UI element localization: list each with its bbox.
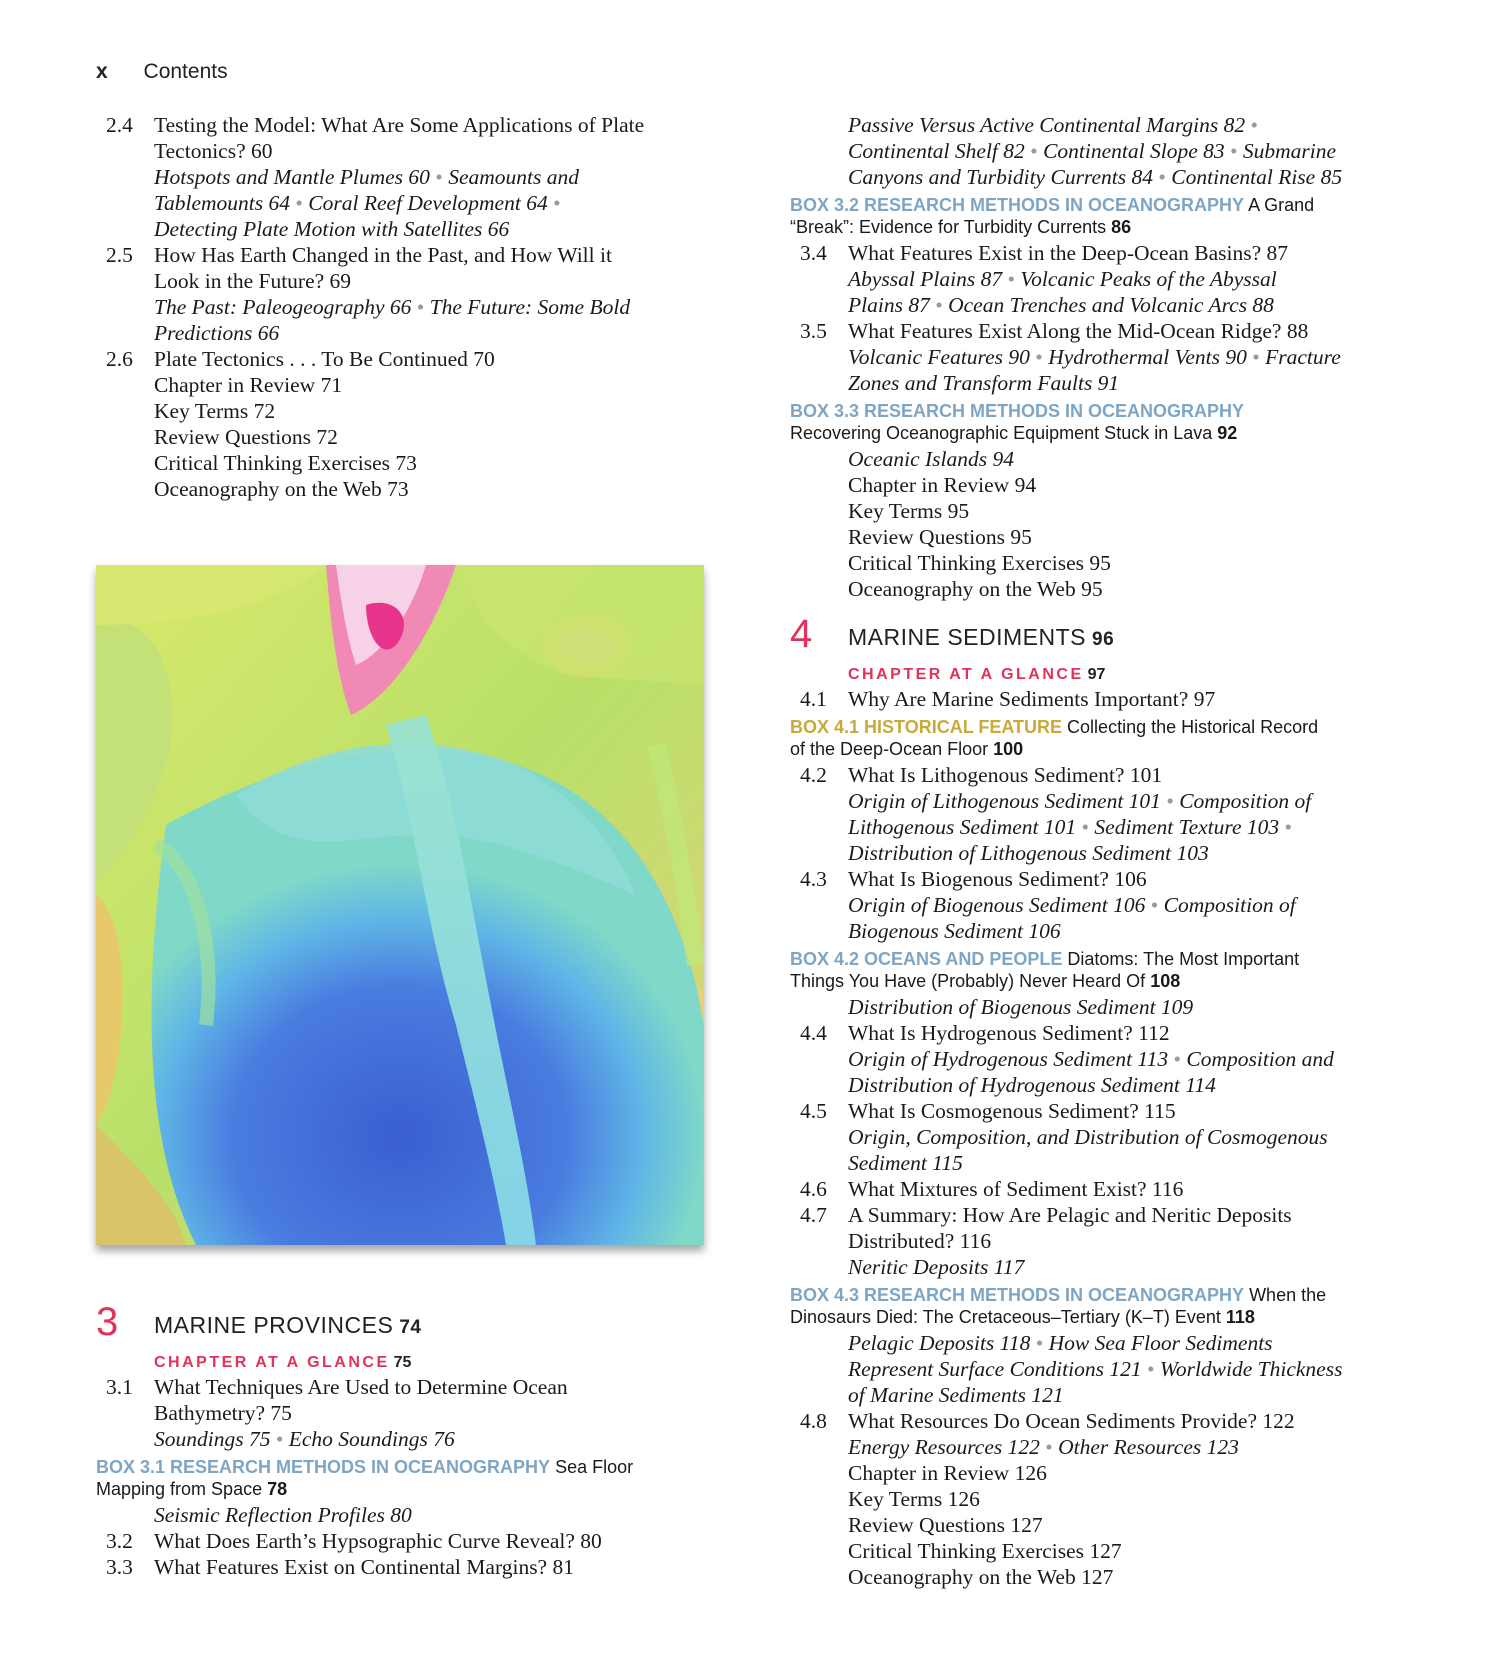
section-title: What Is Hydrogenous Sediment? 112 bbox=[848, 1021, 1170, 1045]
subsection-title: Seamounts and bbox=[448, 165, 579, 189]
section-number: 2.6 bbox=[106, 347, 133, 371]
chapter-title[interactable]: MARINE SEDIMENTS 96 bbox=[848, 624, 1115, 650]
section-number: 2.4 bbox=[106, 113, 133, 137]
bullet-separator: • bbox=[1076, 815, 1095, 839]
chapter-page: 74 bbox=[399, 1317, 422, 1338]
section-title: How Has Earth Changed in the Past, and How Will it bbox=[154, 243, 612, 267]
subsection-title: Fracture bbox=[1265, 345, 1341, 369]
subsection-title: How Sea Floor Sediments bbox=[1048, 1331, 1273, 1355]
subsection-title: Tablemounts 64 bbox=[154, 191, 290, 215]
subsection-title: Energy Resources 122 bbox=[848, 1435, 1040, 1459]
subsection-title: Ocean Trenches and Volcanic Arcs 88 bbox=[948, 293, 1274, 317]
subsection-title: Composition of bbox=[1163, 893, 1296, 917]
section-title: A Summary: How Are Pelagic and Neritic Deposits bbox=[848, 1203, 1292, 1227]
subsection-title: Origin, Composition, and Distribution of Cosmogenous bbox=[848, 1125, 1328, 1149]
box-label: BOX 4.2 OCEANS AND PEOPLE bbox=[790, 949, 1063, 969]
bullet-separator: • bbox=[1279, 815, 1293, 839]
bullet-separator: • bbox=[429, 165, 449, 189]
subsection-title: Zones and Transform Faults 91 bbox=[848, 371, 1120, 395]
subsection-title: Oceanic Islands 94 bbox=[848, 447, 1014, 471]
subsection-title: Soundings 75 bbox=[154, 1427, 271, 1451]
toc-entry-line[interactable]: Key Terms 126 bbox=[848, 1487, 980, 1511]
subsection-title: Hydrothermal Vents 90 bbox=[1048, 345, 1247, 369]
toc-entry[interactable] bbox=[790, 762, 1402, 788]
toc-subsection-line[interactable] bbox=[790, 892, 1402, 918]
bullet-separator: • bbox=[1141, 1357, 1160, 1381]
bullet-separator: • bbox=[1153, 165, 1172, 189]
toc-list-ch3 bbox=[96, 1374, 716, 1580]
bullet-separator: • bbox=[1029, 345, 1049, 369]
toc-entry[interactable] bbox=[790, 318, 1402, 344]
subsection-title: Volcanic Features 90 bbox=[848, 345, 1030, 369]
section-title: What Is Biogenous Sediment? 106 bbox=[848, 867, 1147, 891]
box-title: A Grand bbox=[1244, 195, 1315, 215]
toc-subsection-line[interactable] bbox=[96, 1426, 716, 1452]
toc-entry-line[interactable]: Key Terms 95 bbox=[848, 499, 970, 523]
toc-entry-line[interactable]: Review Questions 127 bbox=[848, 1513, 1043, 1537]
toc-subsection-line[interactable] bbox=[790, 814, 1402, 840]
subsection-title: Continental Slope 83 bbox=[1043, 139, 1225, 163]
toc-entry-line[interactable]: Chapter in Review 126 bbox=[848, 1461, 1047, 1485]
section-number: 4.6 bbox=[800, 1177, 827, 1201]
toc-entry[interactable] bbox=[790, 686, 1402, 712]
subsection-title: Distribution of Hydrogenous Sediment 114 bbox=[848, 1073, 1216, 1097]
feature-box-entry[interactable] bbox=[96, 1456, 716, 1500]
chapter-at-a-glance[interactable]: CHAPTER AT A GLANCE 75 bbox=[154, 1354, 412, 1371]
subsection-title: Composition of bbox=[1179, 789, 1312, 813]
box-page: 78 bbox=[262, 1479, 288, 1499]
box-title-cont: Recovering Oceanographic Equipment Stuck in Lava bbox=[790, 423, 1213, 443]
toc-entry[interactable] bbox=[96, 1374, 716, 1400]
box-title-cont: Things You Have (Probably) Never Heard Of bbox=[790, 971, 1146, 991]
section-number: 4.4 bbox=[800, 1021, 827, 1045]
toc-subsection-line[interactable] bbox=[790, 994, 1402, 1020]
chapter-page: 96 bbox=[1092, 629, 1115, 650]
section-number: 3.5 bbox=[800, 319, 827, 343]
bullet-separator: • bbox=[547, 191, 561, 215]
box-label: BOX 3.1 RESEARCH METHODS IN OCEANOGRAPHY bbox=[96, 1457, 551, 1477]
toc-subsection-line[interactable] bbox=[790, 1356, 1402, 1382]
section-number: 3.3 bbox=[106, 1555, 133, 1579]
toc-subsection-line[interactable] bbox=[96, 164, 716, 190]
chapter-heading bbox=[790, 612, 1402, 664]
section-number: 4.5 bbox=[800, 1099, 827, 1123]
toc-subsection-line[interactable] bbox=[790, 1150, 1402, 1176]
section-title: What Features Exist Along the Mid-Ocean Ridge? 88 bbox=[848, 319, 1309, 343]
toc-right-column bbox=[790, 112, 1402, 1590]
toc-entry-line[interactable]: Oceanography on the Web 127 bbox=[848, 1565, 1114, 1589]
toc-entry-line[interactable]: Oceanography on the Web 95 bbox=[848, 577, 1103, 601]
toc-subsection-line[interactable] bbox=[790, 1254, 1402, 1280]
subsection-title: Distribution of Lithogenous Sediment 103 bbox=[848, 841, 1209, 865]
toc-subsection-line[interactable] bbox=[96, 216, 716, 242]
box-title-cont: “Break”: Evidence for Turbidity Currents bbox=[790, 217, 1107, 237]
toc-left-column bbox=[96, 112, 716, 502]
box-title: When the bbox=[1244, 1285, 1327, 1305]
toc-entry-line[interactable]: Critical Thinking Exercises 73 bbox=[154, 451, 417, 475]
running-title: Contents bbox=[143, 60, 228, 83]
toc-subsection-line[interactable] bbox=[790, 1124, 1402, 1150]
subsection-title: Volcanic Peaks of the Abyssal bbox=[1020, 267, 1277, 291]
toc-entry[interactable] bbox=[96, 242, 716, 268]
chapter-heading bbox=[96, 1300, 716, 1352]
subsection-title: Detecting Plate Motion with Satellites 66 bbox=[154, 217, 510, 241]
bullet-separator: • bbox=[270, 1427, 289, 1451]
section-title: What Is Cosmogenous Sediment? 115 bbox=[848, 1099, 1176, 1123]
toc-entry[interactable] bbox=[96, 1554, 716, 1580]
toc-entry[interactable] bbox=[790, 1202, 1402, 1228]
bullet-separator: • bbox=[1246, 345, 1266, 369]
toc-subsection-line[interactable] bbox=[790, 112, 1402, 138]
section-title: Why Are Marine Sediments Important? 97 bbox=[848, 687, 1216, 711]
subsection-title: Biogenous Sediment 106 bbox=[848, 919, 1061, 943]
section-title: What Is Lithogenous Sediment? 101 bbox=[848, 763, 1163, 787]
toc-section-ch2-end bbox=[96, 112, 716, 502]
box-page: 100 bbox=[988, 739, 1024, 759]
box-page: 92 bbox=[1212, 423, 1238, 443]
bullet-separator: • bbox=[1030, 1331, 1049, 1355]
bathymetry-map bbox=[96, 565, 704, 1245]
section-title: Testing the Model: What Are Some Applications of Plate bbox=[154, 113, 645, 137]
subsection-title: Passive Versus Active Continental Margins 82 bbox=[848, 113, 1246, 137]
toc-subsection-line[interactable] bbox=[790, 1046, 1402, 1072]
subsection-title: Submarine bbox=[1242, 139, 1337, 163]
toc-list-ch4 bbox=[790, 686, 1402, 1590]
subsection-title: Lithogenous Sediment 101 bbox=[848, 815, 1077, 839]
toc-subsection-line[interactable] bbox=[790, 370, 1402, 396]
bullet-separator: • bbox=[929, 293, 949, 317]
toc-subsection-line[interactable] bbox=[790, 918, 1402, 944]
running-head bbox=[96, 60, 228, 84]
toc-section-ch3 bbox=[96, 1300, 716, 1580]
toc-entry[interactable] bbox=[790, 866, 1402, 892]
box-title-cont: Dinosaurs Died: The Cretaceous–Tertiary (K–T) Event bbox=[790, 1307, 1221, 1327]
toc-subsection-line[interactable] bbox=[96, 294, 716, 320]
toc-subsection-line[interactable] bbox=[790, 446, 1402, 472]
bullet-separator: • bbox=[1168, 1047, 1187, 1071]
subsection-title: Coral Reef Development 64 bbox=[308, 191, 548, 215]
toc-entry-line[interactable]: Chapter in Review 94 bbox=[848, 473, 1037, 497]
bullet-separator: • bbox=[411, 295, 430, 319]
bullet-separator: • bbox=[1224, 139, 1243, 163]
toc-entry[interactable] bbox=[790, 1020, 1402, 1046]
toc-entry-line[interactable]: Key Terms 72 bbox=[154, 399, 276, 423]
toc-subsection-line[interactable] bbox=[96, 190, 716, 216]
subsection-title: Sediment Texture 103 bbox=[1094, 815, 1280, 839]
section-number: 3.4 bbox=[800, 241, 827, 265]
toc-entry-line[interactable]: Review Questions 72 bbox=[154, 425, 338, 449]
section-title: What Features Exist in the Deep-Ocean Basins? 87 bbox=[848, 241, 1289, 265]
toc-subsection-line[interactable] bbox=[790, 1330, 1402, 1356]
feature-box-entry[interactable] bbox=[790, 1284, 1402, 1328]
subsection-title: Predictions 66 bbox=[154, 321, 280, 345]
toc-list-ch3-cont bbox=[790, 112, 1402, 602]
section-number: 2.5 bbox=[106, 243, 133, 267]
chapter-number: 4 bbox=[790, 612, 813, 656]
section-number: 4.7 bbox=[800, 1203, 827, 1227]
toc-subsection-line[interactable] bbox=[790, 138, 1402, 164]
box-title: Sea Floor bbox=[550, 1457, 634, 1477]
box-label: BOX 4.1 HISTORICAL FEATURE bbox=[790, 717, 1063, 737]
box-title-cont: Mapping from Space bbox=[96, 1479, 263, 1499]
section-number: 4.1 bbox=[800, 687, 827, 711]
toc-subsection-line[interactable] bbox=[790, 1072, 1402, 1098]
toc-entry[interactable] bbox=[96, 1528, 716, 1554]
subsection-title: Plains 87 bbox=[848, 293, 930, 317]
section-number: 4.2 bbox=[800, 763, 827, 787]
bullet-separator: • bbox=[1002, 267, 1021, 291]
page-number: x bbox=[96, 60, 108, 83]
box-title: Collecting the Historical Record bbox=[1062, 717, 1319, 737]
toc-entry-line[interactable]: Review Questions 95 bbox=[848, 525, 1032, 549]
box-page: 108 bbox=[1145, 971, 1181, 991]
toc-entry[interactable] bbox=[790, 1176, 1402, 1202]
toc-subsection-line[interactable] bbox=[790, 344, 1402, 370]
feature-box-entry[interactable] bbox=[790, 194, 1402, 238]
subsection-title: Pelagic Deposits 118 bbox=[848, 1331, 1031, 1355]
subsection-title: The Past: Paleogeography 66 bbox=[154, 295, 412, 319]
feature-box-entry[interactable] bbox=[790, 716, 1402, 760]
toc-entry-line[interactable]: Tectonics? 60 bbox=[154, 139, 273, 163]
bullet-separator: • bbox=[1160, 789, 1180, 813]
subsection-title: Origin of Lithogenous Sediment 101 bbox=[848, 789, 1161, 813]
toc-entry-line[interactable]: Look in the Future? 69 bbox=[154, 269, 352, 293]
bullet-separator: • bbox=[290, 191, 309, 215]
toc-entry-line[interactable]: Critical Thinking Exercises 127 bbox=[848, 1539, 1122, 1563]
feature-box-entry[interactable] bbox=[790, 948, 1402, 992]
subsection-title: Distribution of Biogenous Sediment 109 bbox=[848, 995, 1194, 1019]
toc-entry-line[interactable]: Distributed? 116 bbox=[848, 1229, 992, 1253]
box-page: 118 bbox=[1220, 1307, 1255, 1327]
feature-box-entry[interactable] bbox=[790, 400, 1402, 444]
box-label: BOX 3.2 RESEARCH METHODS IN OCEANOGRAPHY bbox=[790, 195, 1245, 215]
toc-subsection-line[interactable] bbox=[96, 1502, 716, 1528]
toc-subsection-line[interactable] bbox=[790, 164, 1402, 190]
toc-entry[interactable] bbox=[96, 112, 716, 138]
subsection-title: Continental Rise 85 bbox=[1171, 165, 1343, 189]
chapter-number: 3 bbox=[96, 1300, 119, 1344]
subsection-title: Canyons and Turbidity Currents 84 bbox=[848, 165, 1154, 189]
bullet-separator: • bbox=[1039, 1435, 1059, 1459]
box-title-cont: of the Deep-Ocean Floor bbox=[790, 739, 989, 759]
subsection-title: Neritic Deposits 117 bbox=[848, 1255, 1025, 1279]
subsection-title: Hotspots and Mantle Plumes 60 bbox=[154, 165, 430, 189]
bullet-separator: • bbox=[1145, 893, 1164, 917]
chapter-title[interactable]: MARINE PROVINCES 74 bbox=[154, 1312, 422, 1338]
box-title: Diatoms: The Most Important bbox=[1062, 949, 1300, 969]
toc-subsection-line[interactable] bbox=[790, 292, 1402, 318]
bullet-separator: • bbox=[1245, 113, 1259, 137]
toc-subsection-line[interactable] bbox=[790, 788, 1402, 814]
toc-entry[interactable] bbox=[790, 1098, 1402, 1124]
box-label: BOX 3.3 RESEARCH METHODS IN OCEANOGRAPHY bbox=[790, 401, 1245, 421]
subsection-title: of Marine Sediments 121 bbox=[848, 1383, 1064, 1407]
toc-entry[interactable] bbox=[96, 346, 716, 372]
box-label: BOX 4.3 RESEARCH METHODS IN OCEANOGRAPHY bbox=[790, 1285, 1245, 1305]
toc-subsection-line[interactable] bbox=[96, 320, 716, 346]
toc-subsection-line[interactable] bbox=[790, 266, 1402, 292]
toc-entry[interactable] bbox=[790, 240, 1402, 266]
toc-entry-line[interactable]: Critical Thinking Exercises 95 bbox=[848, 551, 1111, 575]
section-title: What Features Exist on Continental Margins? 81 bbox=[154, 1555, 574, 1579]
section-title: What Techniques Are Used to Determine Ocean bbox=[154, 1375, 568, 1399]
ocean-floor-map-image bbox=[96, 565, 704, 1245]
toc-entry[interactable] bbox=[790, 1408, 1402, 1434]
subsection-title: The Future: Some Bold bbox=[429, 295, 631, 319]
section-number: 4.3 bbox=[800, 867, 827, 891]
toc-entry-line[interactable]: Chapter in Review 71 bbox=[154, 373, 343, 397]
subsection-title: Continental Shelf 82 bbox=[848, 139, 1025, 163]
subsection-title: Seismic Reflection Profiles 80 bbox=[154, 1503, 412, 1527]
section-number: 3.2 bbox=[106, 1529, 133, 1553]
bullet-separator: • bbox=[1024, 139, 1044, 163]
section-title: Plate Tectonics . . . To Be Continued 70 bbox=[154, 347, 495, 371]
toc-subsection-line[interactable] bbox=[790, 840, 1402, 866]
subsection-title: Composition and bbox=[1186, 1047, 1334, 1071]
subsection-title: Echo Soundings 76 bbox=[288, 1427, 455, 1451]
subsection-title: Other Resources 123 bbox=[1058, 1435, 1239, 1459]
chapter-at-a-glance[interactable]: CHAPTER AT A GLANCE 97 bbox=[848, 666, 1106, 683]
section-title: What Does Earth’s Hypsographic Curve Reveal? 80 bbox=[154, 1529, 602, 1553]
toc-entry-line[interactable]: Bathymetry? 75 bbox=[154, 1401, 292, 1425]
section-title: What Resources Do Ocean Sediments Provide? 122 bbox=[848, 1409, 1295, 1433]
subsection-title: Represent Surface Conditions 121 bbox=[848, 1357, 1142, 1381]
subsection-title: Abyssal Plains 87 bbox=[848, 267, 1003, 291]
box-page: 86 bbox=[1106, 217, 1132, 237]
toc-subsection-line[interactable] bbox=[790, 1434, 1402, 1460]
subsection-title: Origin of Biogenous Sediment 106 bbox=[848, 893, 1146, 917]
subsection-title: Origin of Hydrogenous Sediment 113 bbox=[848, 1047, 1169, 1071]
section-title: What Mixtures of Sediment Exist? 116 bbox=[848, 1177, 1184, 1201]
section-number: 3.1 bbox=[106, 1375, 133, 1399]
subsection-title: Sediment 115 bbox=[848, 1151, 963, 1175]
toc-entry-line[interactable]: Oceanography on the Web 73 bbox=[154, 477, 409, 501]
subsection-title: Worldwide Thickness bbox=[1159, 1357, 1343, 1381]
toc-subsection-line[interactable] bbox=[790, 1382, 1402, 1408]
section-number: 4.8 bbox=[800, 1409, 827, 1433]
